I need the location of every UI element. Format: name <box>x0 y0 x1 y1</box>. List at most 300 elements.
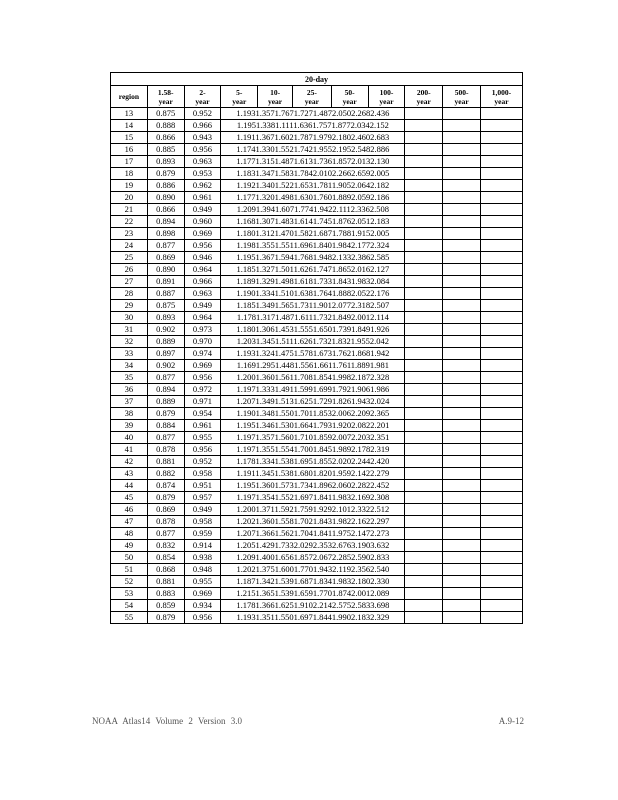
empty-cell <box>443 612 481 624</box>
merged-values-cell: 1.1871.3421.5391.6871.8341.9832.1802.330 <box>221 576 405 588</box>
empty-cell <box>443 180 481 192</box>
value-cell-1-58-year: 0.878 <box>147 516 184 528</box>
empty-cell <box>480 588 522 600</box>
value-cell-1-58-year: 0.879 <box>147 168 184 180</box>
empty-cell <box>405 528 443 540</box>
empty-cell <box>480 540 522 552</box>
value-cell-2-year: 0.961 <box>184 420 221 432</box>
column-header-bottom: year <box>494 96 509 106</box>
empty-cell <box>480 204 522 216</box>
empty-cell <box>443 528 481 540</box>
value-cell-2-year: 0.969 <box>184 228 221 240</box>
table-row <box>111 168 523 180</box>
column-header-top: 25- <box>306 87 317 97</box>
empty-cell <box>443 480 481 492</box>
region-cell: 36 <box>111 384 148 396</box>
table-row <box>111 552 523 564</box>
value-cell-1-58-year: 0.888 <box>147 120 184 132</box>
region-cell: 54 <box>111 600 148 612</box>
empty-cell <box>443 216 481 228</box>
merged-values-cell: 1.1951.3671.5941.7681.9482.1332.3862.585 <box>221 252 405 264</box>
merged-values-cell: 1.1971.3551.5541.7001.8451.9892.1782.319 <box>221 444 405 456</box>
empty-cell <box>480 228 522 240</box>
empty-cell <box>405 120 443 132</box>
column-header <box>405 86 443 108</box>
region-cell: 51 <box>111 564 148 576</box>
empty-cell <box>405 504 443 516</box>
empty-cell <box>443 456 481 468</box>
value-cell-1-58-year: 0.883 <box>147 588 184 600</box>
empty-cell <box>405 360 443 372</box>
table-row <box>111 192 523 204</box>
value-cell-1-58-year: 0.875 <box>147 108 184 120</box>
footer-source: NOAA Atlas14 Volume 2 Version 3.0 <box>92 716 243 726</box>
column-header-top: 5- <box>236 87 243 97</box>
region-cell: 47 <box>111 516 148 528</box>
region-cell: 52 <box>111 576 148 588</box>
value-cell-2-year: 0.956 <box>184 372 221 384</box>
column-header <box>480 86 522 108</box>
value-cell-2-year: 0.962 <box>184 180 221 192</box>
value-cell-2-year: 0.972 <box>184 384 221 396</box>
table-row <box>111 528 523 540</box>
column-header <box>368 86 405 108</box>
empty-cell <box>480 372 522 384</box>
merged-values-cell: 1.1931.3241.4751.5781.6731.7621.8681.942 <box>221 348 405 360</box>
empty-cell <box>405 600 443 612</box>
table-row <box>111 444 523 456</box>
merged-values-cell: 1.1681.3071.4831.6141.7451.8762.0512.183 <box>221 216 405 228</box>
table-row <box>111 600 523 612</box>
value-cell-2-year: 0.963 <box>184 156 221 168</box>
table-row <box>111 144 523 156</box>
empty-cell <box>480 192 522 204</box>
column-header-bottom: year <box>454 96 469 106</box>
table-row <box>111 492 523 504</box>
empty-cell <box>480 252 522 264</box>
merged-values-cell: 1.1971.3571.5601.7101.8592.0072.2032.351 <box>221 432 405 444</box>
column-header-bottom: year <box>232 96 247 106</box>
merged-values-cell: 1.1901.3341.5101.6381.7641.8882.0522.176 <box>221 288 405 300</box>
region-cell: 20 <box>111 192 148 204</box>
value-cell-2-year: 0.958 <box>184 468 221 480</box>
value-cell-2-year: 0.949 <box>184 204 221 216</box>
empty-cell <box>480 180 522 192</box>
empty-cell <box>443 252 481 264</box>
empty-cell <box>405 216 443 228</box>
value-cell-1-58-year: 0.866 <box>147 204 184 216</box>
value-cell-1-58-year: 0.866 <box>147 132 184 144</box>
value-cell-2-year: 0.973 <box>184 324 221 336</box>
table-row <box>111 264 523 276</box>
empty-cell <box>480 456 522 468</box>
value-cell-1-58-year: 0.885 <box>147 144 184 156</box>
value-cell-2-year: 0.958 <box>184 516 221 528</box>
value-cell-2-year: 0.943 <box>184 132 221 144</box>
table-row <box>111 252 523 264</box>
merged-values-cell: 1.2001.3711.5921.7591.9292.1012.3322.512 <box>221 504 405 516</box>
merged-values-cell: 1.2091.3941.6071.7741.9422.1112.3362.508 <box>221 204 405 216</box>
region-cell: 24 <box>111 240 148 252</box>
table-row <box>111 456 523 468</box>
merged-values-cell: 1.1921.3401.5221.6531.7811.9052.0642.182 <box>221 180 405 192</box>
empty-cell <box>405 564 443 576</box>
merged-values-cell: 1.1971.3541.5521.6971.8411.9832.1692.308 <box>221 492 405 504</box>
empty-cell <box>443 516 481 528</box>
merged-values-cell: 1.2031.3451.5111.6261.7321.8321.9552.042 <box>221 336 405 348</box>
value-cell-2-year: 0.914 <box>184 540 221 552</box>
merged-values-cell: 1.1951.3381.1111.6361.7571.8772.0342.152 <box>221 120 405 132</box>
merged-values-cell: 1.1851.3271.5011.6261.7471.8652.0162.127 <box>221 264 405 276</box>
value-cell-2-year: 0.938 <box>184 552 221 564</box>
value-cell-2-year: 0.954 <box>184 408 221 420</box>
column-header-top: 100- <box>379 87 394 97</box>
value-cell-2-year: 0.955 <box>184 432 221 444</box>
region-cell: 50 <box>111 552 148 564</box>
value-cell-1-58-year: 0.889 <box>147 336 184 348</box>
empty-cell <box>480 384 522 396</box>
merged-values-cell: 1.1771.3151.4871.6131.7361.8572.0132.130 <box>221 156 405 168</box>
region-cell: 32 <box>111 336 148 348</box>
column-header-top: 10- <box>270 87 281 97</box>
merged-values-cell: 1.1911.3671.6021.7871.9792.1802.4602.683 <box>221 132 405 144</box>
table-row <box>111 384 523 396</box>
empty-cell <box>443 240 481 252</box>
empty-cell <box>480 108 522 120</box>
merged-values-cell: 1.2051.4291.7332.0292.3532.6763.1903.632 <box>221 540 405 552</box>
value-cell-1-58-year: 0.893 <box>147 156 184 168</box>
value-cell-1-58-year: 0.893 <box>147 312 184 324</box>
region-cell: 49 <box>111 540 148 552</box>
empty-cell <box>405 576 443 588</box>
merged-values-cell: 1.1781.3341.5381.6951.8552.0202.2442.420 <box>221 456 405 468</box>
region-cell: 46 <box>111 504 148 516</box>
empty-cell <box>480 348 522 360</box>
column-header <box>221 86 258 108</box>
value-cell-1-58-year: 0.868 <box>147 564 184 576</box>
region-cell: 27 <box>111 276 148 288</box>
empty-cell <box>405 168 443 180</box>
value-cell-2-year: 0.946 <box>184 252 221 264</box>
column-header-bottom: year <box>267 96 283 106</box>
table-body <box>111 108 523 624</box>
table-row <box>111 480 523 492</box>
empty-cell <box>443 348 481 360</box>
value-cell-1-58-year: 0.878 <box>147 444 184 456</box>
column-header <box>331 86 368 108</box>
table-row <box>111 348 523 360</box>
empty-cell <box>480 312 522 324</box>
value-cell-2-year: 0.963 <box>184 288 221 300</box>
empty-cell <box>480 132 522 144</box>
empty-cell <box>480 240 522 252</box>
table-row <box>111 156 523 168</box>
empty-cell <box>443 324 481 336</box>
empty-cell <box>443 360 481 372</box>
value-cell-1-58-year: 0.832 <box>147 540 184 552</box>
empty-cell <box>480 156 522 168</box>
empty-cell <box>443 228 481 240</box>
empty-cell <box>443 108 481 120</box>
value-cell-1-58-year: 0.879 <box>147 408 184 420</box>
merged-values-cell: 1.1891.3291.4981.6181.7331.8431.9832.084 <box>221 276 405 288</box>
empty-cell <box>480 516 522 528</box>
value-cell-2-year: 0.949 <box>184 300 221 312</box>
empty-cell <box>405 156 443 168</box>
region-cell: 21 <box>111 204 148 216</box>
column-header <box>184 86 221 108</box>
value-cell-2-year: 0.969 <box>184 588 221 600</box>
merged-values-cell: 1.1931.3571.7671.7271.4872.0502.2682.436 <box>221 108 405 120</box>
value-cell-2-year: 0.952 <box>184 108 221 120</box>
region-cell: 23 <box>111 228 148 240</box>
region-cell: 40 <box>111 432 148 444</box>
table-row <box>111 288 523 300</box>
value-cell-1-58-year: 0.881 <box>147 576 184 588</box>
value-cell-1-58-year: 0.897 <box>147 348 184 360</box>
table-row <box>111 372 523 384</box>
empty-cell <box>480 360 522 372</box>
table-row <box>111 312 523 324</box>
empty-cell <box>405 108 443 120</box>
empty-cell <box>443 372 481 384</box>
region-header: region <box>111 86 148 108</box>
value-cell-2-year: 0.964 <box>184 312 221 324</box>
value-cell-1-58-year: 0.887 <box>147 288 184 300</box>
empty-cell <box>443 444 481 456</box>
region-cell: 28 <box>111 288 148 300</box>
value-cell-2-year: 0.966 <box>184 276 221 288</box>
empty-cell <box>443 420 481 432</box>
table-row <box>111 300 523 312</box>
empty-cell <box>405 264 443 276</box>
empty-cell <box>443 588 481 600</box>
merged-values-cell: 1.1951.3601.5731.7341.8962.0602.2822.452 <box>221 480 405 492</box>
empty-cell <box>405 228 443 240</box>
region-cell: 35 <box>111 372 148 384</box>
merged-values-cell: 1.1781.3661.6251.9102.2142.5752.5833.698 <box>221 600 405 612</box>
column-header-bottom: year <box>195 96 210 106</box>
region-cell: 45 <box>111 492 148 504</box>
merged-values-cell: 1.1981.3551.5511.6961.8401.9842.1772.324 <box>221 240 405 252</box>
merged-values-cell: 1.1951.3461.5301.6641.7931.9202.0822.201 <box>221 420 405 432</box>
empty-cell <box>405 204 443 216</box>
table-row <box>111 240 523 252</box>
column-header <box>292 86 331 108</box>
value-cell-1-58-year: 0.891 <box>147 276 184 288</box>
merged-values-cell: 1.1741.3301.5521.7421.9552.1952.5482.886 <box>221 144 405 156</box>
empty-cell <box>443 408 481 420</box>
empty-cell <box>405 432 443 444</box>
table-row <box>111 540 523 552</box>
empty-cell <box>405 180 443 192</box>
value-cell-1-58-year: 0.859 <box>147 600 184 612</box>
empty-cell <box>443 276 481 288</box>
column-header-bottom: year <box>342 96 357 106</box>
table-row <box>111 420 523 432</box>
value-cell-2-year: 0.951 <box>184 480 221 492</box>
empty-cell <box>480 552 522 564</box>
empty-cell <box>480 324 522 336</box>
precipitation-frequency-table <box>110 72 523 624</box>
value-cell-1-58-year: 0.890 <box>147 264 184 276</box>
merged-values-cell: 1.2071.3491.5131.6251.7291.8261.9432.024 <box>221 396 405 408</box>
table-row <box>111 612 523 624</box>
table-row <box>111 216 523 228</box>
empty-cell <box>405 420 443 432</box>
empty-cell <box>480 120 522 132</box>
empty-cell <box>405 348 443 360</box>
value-cell-2-year: 0.952 <box>184 456 221 468</box>
region-cell: 30 <box>111 312 148 324</box>
empty-cell <box>443 600 481 612</box>
empty-cell <box>480 396 522 408</box>
value-cell-1-58-year: 0.877 <box>147 372 184 384</box>
empty-cell <box>405 612 443 624</box>
empty-cell <box>443 336 481 348</box>
empty-cell <box>480 144 522 156</box>
empty-cell <box>480 480 522 492</box>
value-cell-1-58-year: 0.886 <box>147 180 184 192</box>
column-header-bottom: year <box>304 96 319 106</box>
region-cell: 44 <box>111 480 148 492</box>
page-number: A.9-12 <box>498 716 524 726</box>
region-cell: 19 <box>111 180 148 192</box>
value-cell-1-58-year: 0.877 <box>147 240 184 252</box>
empty-cell <box>480 168 522 180</box>
value-cell-1-58-year: 0.875 <box>147 300 184 312</box>
empty-cell <box>443 492 481 504</box>
table-row <box>111 336 523 348</box>
table-row <box>111 468 523 480</box>
table-row <box>111 360 523 372</box>
table-row <box>111 132 523 144</box>
table-row <box>111 204 523 216</box>
column-header-top: 1.58- <box>157 87 174 97</box>
region-cell: 41 <box>111 444 148 456</box>
value-cell-2-year: 0.934 <box>184 600 221 612</box>
page-footer <box>92 716 526 728</box>
empty-cell <box>405 456 443 468</box>
value-cell-1-58-year: 0.874 <box>147 480 184 492</box>
empty-cell <box>443 396 481 408</box>
empty-cell <box>443 120 481 132</box>
value-cell-2-year: 0.956 <box>184 612 221 624</box>
empty-cell <box>480 600 522 612</box>
empty-cell <box>480 528 522 540</box>
value-cell-2-year: 0.960 <box>184 216 221 228</box>
value-cell-1-58-year: 0.894 <box>147 216 184 228</box>
empty-cell <box>480 408 522 420</box>
empty-cell <box>480 492 522 504</box>
empty-cell <box>405 372 443 384</box>
empty-cell <box>480 432 522 444</box>
region-cell: 29 <box>111 300 148 312</box>
value-cell-2-year: 0.957 <box>184 492 221 504</box>
value-cell-1-58-year: 0.879 <box>147 612 184 624</box>
value-cell-1-58-year: 0.879 <box>147 492 184 504</box>
column-header-top: 2- <box>199 87 206 97</box>
empty-cell <box>443 576 481 588</box>
empty-cell <box>405 540 443 552</box>
value-cell-2-year: 0.959 <box>184 528 221 540</box>
empty-cell <box>405 396 443 408</box>
empty-cell <box>405 408 443 420</box>
table-row <box>111 396 523 408</box>
empty-cell <box>405 312 443 324</box>
value-cell-2-year: 0.948 <box>184 564 221 576</box>
column-header <box>443 86 481 108</box>
empty-cell <box>405 288 443 300</box>
region-cell: 14 <box>111 120 148 132</box>
empty-cell <box>405 240 443 252</box>
value-cell-2-year: 0.956 <box>184 144 221 156</box>
empty-cell <box>443 204 481 216</box>
merged-values-cell: 1.1851.3491.5651.7311.9012.0772.3182.507 <box>221 300 405 312</box>
merged-values-cell: 1.2001.3601.5611.7081.8541.9982.1872.328 <box>221 372 405 384</box>
empty-cell <box>480 444 522 456</box>
table-row <box>111 408 523 420</box>
region-cell: 13 <box>111 108 148 120</box>
value-cell-1-58-year: 0.889 <box>147 396 184 408</box>
merged-values-cell: 1.1801.3121.4701.5821.6871.7881.9152.005 <box>221 228 405 240</box>
region-cell: 53 <box>111 588 148 600</box>
value-cell-2-year: 0.956 <box>184 240 221 252</box>
merged-values-cell: 1.1931.3511.5501.6971.8441.9902.1832.329 <box>221 612 405 624</box>
region-cell: 15 <box>111 132 148 144</box>
value-cell-1-58-year: 0.902 <box>147 360 184 372</box>
empty-cell <box>443 564 481 576</box>
table-row <box>111 228 523 240</box>
empty-cell <box>405 144 443 156</box>
table-row <box>111 432 523 444</box>
value-cell-1-58-year: 0.877 <box>147 432 184 444</box>
column-header-top: 500- <box>454 87 469 97</box>
empty-cell <box>480 420 522 432</box>
region-cell: 31 <box>111 324 148 336</box>
merged-values-cell: 1.1831.3471.5831.7842.0102.2662.6592.005 <box>221 168 405 180</box>
empty-cell <box>443 540 481 552</box>
empty-cell <box>405 192 443 204</box>
empty-cell <box>405 276 443 288</box>
value-cell-1-58-year: 0.869 <box>147 504 184 516</box>
empty-cell <box>443 288 481 300</box>
region-cell: 39 <box>111 420 148 432</box>
region-cell: 38 <box>111 408 148 420</box>
value-cell-2-year: 0.971 <box>184 396 221 408</box>
value-cell-1-58-year: 0.854 <box>147 552 184 564</box>
value-cell-1-58-year: 0.898 <box>147 228 184 240</box>
merged-values-cell: 1.2021.3601.5581.7021.8431.9822.1622.297 <box>221 516 405 528</box>
empty-cell <box>443 552 481 564</box>
merged-values-cell: 1.1781.3171.4871.6111.7321.8492.0012.114 <box>221 312 405 324</box>
column-header-top: 50- <box>344 87 355 97</box>
table-row <box>111 564 523 576</box>
table-row <box>111 588 523 600</box>
empty-cell <box>480 612 522 624</box>
region-cell: 18 <box>111 168 148 180</box>
column-header-bottom: year <box>416 96 431 106</box>
empty-cell <box>405 552 443 564</box>
empty-cell <box>443 168 481 180</box>
region-cell: 37 <box>111 396 148 408</box>
empty-cell <box>480 300 522 312</box>
empty-cell <box>405 324 443 336</box>
empty-cell <box>405 252 443 264</box>
column-header <box>147 86 184 108</box>
column-header-bottom: year <box>379 96 394 106</box>
value-cell-2-year: 0.966 <box>184 120 221 132</box>
